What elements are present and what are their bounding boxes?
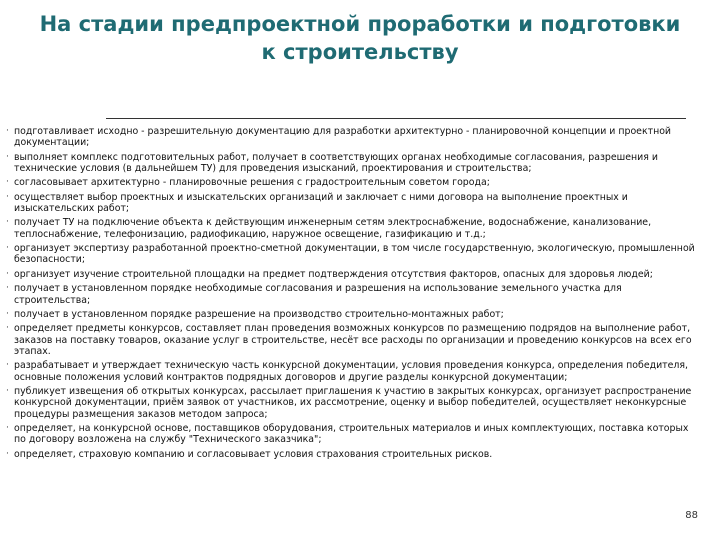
bullet-item	[8, 449, 700, 460]
bullet-item	[8, 386, 700, 420]
bullet-text: осуществляет выбор проектных и изыскательских организаций и заключает с ними договора на выполнение проектных и изыскательских работ;	[14, 191, 628, 215]
bullet-marker: ·	[6, 308, 9, 319]
bullet-text: подготавливает исходно - разрешительную документацию для разработки архитектурно - планировочной концепции и проектной документации;	[14, 126, 672, 149]
bullet-marker: ·	[6, 243, 9, 254]
bullet-text: определяет, страховую компанию и согласовывает условия страхования строительных рисков.	[14, 448, 493, 460]
bullet-marker: ·	[6, 268, 9, 279]
title-divider	[106, 118, 686, 119]
bullet-item	[8, 323, 700, 357]
slide-title	[20, 10, 700, 66]
bullet-marker: ·	[6, 177, 9, 188]
bullet-marker: ·	[6, 126, 9, 136]
page-number: 88	[685, 510, 698, 521]
bullet-item	[8, 283, 700, 306]
bullet-item	[8, 217, 700, 240]
bullet-item	[8, 423, 700, 446]
bullet-marker: ·	[6, 151, 9, 162]
bullet-marker: ·	[6, 360, 9, 371]
bullet-marker: ·	[6, 283, 9, 294]
bullet-text: получает ТУ на подключение объекта к действующим инженерным сетям электроснабжение, водоснабжение, канализование, теплоснабжение, телефонизацию, радиофикацию, наружное освещение, газификацию и т.д.;	[14, 217, 652, 240]
bullet-marker: ·	[6, 191, 9, 202]
bullet-text: определяет предметы конкурсов, составляет план проведения возможных конкурсов по размещению подрядов на выполнение работ, заказов на поставку товаров, оказание услуг в строительстве, несёт все расходы по организации и проведению конкурсов на всех его этапах.	[14, 323, 692, 357]
bullet-item	[8, 152, 700, 175]
bullet-text: согласовывает архитектурно - планировочные решения с градостроительным советом города;	[14, 177, 490, 189]
bullet-item	[8, 192, 700, 215]
bullet-item	[8, 309, 700, 320]
slide-title-line-2: к строительству	[261, 40, 459, 64]
slide-title-line-1: На стадии предпроектной проработки и подготовки	[39, 12, 681, 36]
bullet-list	[8, 126, 700, 463]
bullet-text: публикует извещения об открытых конкурсах, рассылает приглашения к участию в закрытых конкурсах, организует распространение конкурсной документации, приём заявок от участников, их рассмотрение, оценку и выбор победителей, осуществляет неконкурсные процедуры размещения заказов методом запроса;	[14, 385, 692, 420]
bullet-text: определяет, на конкурсной основе, поставщиков оборудования, строительных материалов и иных комплектующих, поставка которых по договору возложена на службу "Технического заказчика";	[14, 422, 689, 446]
bullet-item	[8, 269, 700, 280]
bullet-item	[8, 126, 700, 149]
bullet-text: получает в установленном порядке разрешение на производство строительно-монтажных работ;	[14, 308, 504, 320]
bullet-marker: ·	[6, 323, 9, 334]
bullet-marker: ·	[6, 217, 9, 228]
bullet-item	[8, 360, 700, 383]
bullet-marker: ·	[6, 385, 9, 396]
bullet-text: получает в установленном порядке необходимые согласования и разрешения на использование земельного участка для строительства;	[14, 283, 622, 306]
bullet-marker: ·	[6, 448, 9, 459]
bullet-text: разрабатывает и утверждает техническую часть конкурсной документации, условия проведения конкурса, определения победителя, основные положения условий контрактов подрядных договоров и другие разделы конкурсной документации;	[14, 360, 688, 383]
bullet-marker: ·	[6, 422, 9, 433]
bullet-item	[8, 177, 700, 188]
bullet-item	[8, 243, 700, 266]
bullet-text: организует изучение строительной площадки на предмет подтверждения отсутствия факторов, опасных для здоровья людей;	[14, 268, 653, 280]
bullet-text: организует экспертизу разработанной проектно-сметной документации, в том числе государственную, экологическую, промышленной безопасности;	[14, 243, 695, 266]
bullet-text: выполняет комплекс подготовительных работ, получает в соответствующих органах необходимые согласования, разрешения и технические условия (в дальнейшем ТУ) для проведения изысканий, проектирования и строительства;	[14, 151, 658, 174]
